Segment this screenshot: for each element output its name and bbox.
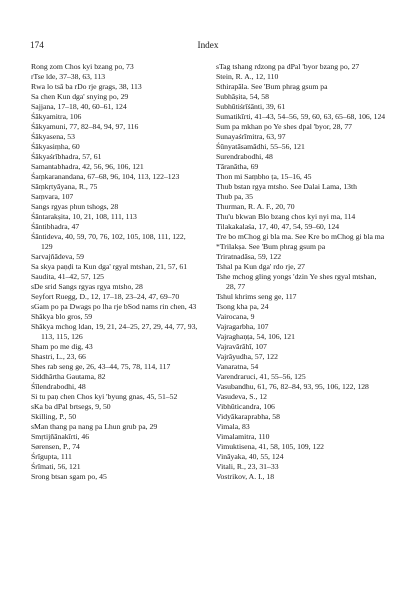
index-entry: Tilakakalaśa, 17, 40, 47, 54, 59–60, 124	[216, 222, 340, 231]
index-entry: rTse lde, 37–38, 63, 113	[31, 72, 106, 81]
index-entry: Vimuktisena, 41, 58, 105, 109, 122	[216, 442, 325, 451]
index-entry: Vostrikov, A. I., 18	[216, 472, 275, 481]
index-entry: Śūnyatāsamādhi, 55–56, 121	[216, 142, 305, 151]
index-entry: Vajragarbha, 107	[216, 322, 269, 331]
index-entry: Shes rab seng ge, 26, 43–44, 75, 78, 114, 117	[31, 362, 171, 371]
index-entry: Stein, R. A., 12, 110	[216, 72, 279, 81]
index-entry: Tre bo mChog gi bla ma. See Kre bo mChog gi bla ma	[216, 232, 385, 241]
index-entry: Sunayaśrīmitra, 63, 97	[216, 132, 286, 141]
index-entry: Sangs rgyas phun tshogs, 28	[31, 202, 119, 211]
index-entry: Rong zom Chos kyi bzang po, 73	[31, 62, 134, 71]
index-entry: Srong btsan sgam po, 45	[31, 472, 107, 481]
index-entry: Śākyaśrībhadra, 57, 61	[31, 152, 102, 161]
index-entry: Śāntideva, 40, 59, 70, 76, 102, 105, 108, 111, 122, 129	[31, 232, 186, 251]
index-entry: Śīlendrabodhi, 48	[31, 382, 86, 391]
index-entry: Siddhārtha Gautama, 82	[31, 372, 106, 381]
index-entry: Vajravārāhī, 107	[216, 342, 267, 351]
index-entry: Vasudeva, S., 12	[216, 392, 268, 401]
index-entry: Vanaratna, 54	[216, 362, 259, 371]
index-entry: Rwa lo tsā ba rDo rje grags, 38, 113	[31, 82, 142, 91]
index-entry: Vajraghaṇṭa, 54, 106, 121	[216, 332, 295, 341]
index-entry: Thub bstan rgya mtsho. See Dalai Lama, 13th	[216, 182, 357, 191]
index-entry: sGam po pa Dwags po lha rje bSod nams rin chen, 43	[31, 302, 197, 311]
index-entry: Tshe mchog gling yongs 'dzin Ye shes rgyal mtshan, 28, 77	[216, 272, 377, 291]
index-entry: Sum pa mkhan po Ye shes dpal 'byor, 28, 77	[216, 122, 353, 131]
index-entry: Sarvajñādeva, 59	[31, 252, 84, 261]
index-entry: Vasubandhu, 61, 76, 82–84, 93, 95, 106, 122, 128	[216, 382, 369, 391]
index-entry: Vimalamitra, 110	[216, 432, 270, 441]
index-entry: Thon mi Saṃbho ṭa, 15–16, 45	[216, 172, 312, 181]
index-entry: Tsong kha pa, 24	[216, 302, 269, 311]
index-entry: Subhūtiśrīśānti, 39, 61	[216, 102, 286, 111]
index-entry: Subhāṣita, 54, 58	[216, 92, 269, 101]
index-entry: Vidyākaraprabha, 58	[216, 412, 280, 421]
index-entry: Sāṃkṛtyāyana, R., 75	[31, 182, 98, 191]
index-entry: Śrīmati, 56, 121	[31, 462, 81, 471]
index-entry: Sajjana, 17–18, 40, 60–61, 124	[31, 102, 127, 111]
index-entry: Surendrabodhi, 48	[216, 152, 273, 161]
index-entry: Śaṃkaranandana, 67–68, 96, 104, 113, 122–123	[31, 172, 180, 181]
page-header	[30, 40, 386, 54]
index-entry: Vitali, R., 23, 31–33	[216, 462, 279, 471]
index-entry: Varendraruci, 41, 55–56, 125	[216, 372, 306, 381]
index-entry: Śākyamitra, 106	[31, 112, 82, 121]
index-entry: Shākya blo gros, 59	[31, 312, 93, 321]
index-entry: Śākyasena, 53	[31, 132, 75, 141]
index-entry: Sham po me dig, 43	[31, 342, 93, 351]
index-entry: Sa chen Kun dga' snying po, 29	[31, 92, 129, 101]
index-entry: Smṛtijñānakīrti, 46	[31, 432, 90, 441]
index-entry: Vibhūticandra, 106	[216, 402, 275, 411]
index-column-right	[216, 62, 386, 482]
index-entry: sMan thang pa nang pa Lhun grub pa, 29	[31, 422, 158, 431]
index-entry: Triratnadāsa, 59, 122	[216, 252, 282, 261]
index-entry: Tshul khrims seng ge, 117	[216, 292, 297, 301]
index-entry: Si tu paṇ chen Chos kyi 'byung gnas, 45, 51–52	[31, 392, 178, 401]
index-entry: Sumatikīrti, 41–43, 54–56, 59, 60, 63, 65–68, 106, 124	[216, 112, 386, 121]
index-entry: Śākyasiṃha, 60	[31, 142, 80, 151]
index-entry: Śrīgupta, 111	[31, 452, 72, 461]
index-entry: Vināyaka, 40, 55, 124	[216, 452, 284, 461]
index-entry: Tāranātha, 69	[216, 162, 259, 171]
index-entry: Tshal pa Kun dga' rdo rje, 27	[216, 262, 306, 271]
index-entry: Vairocana, 9	[216, 312, 255, 321]
index-entry: Sa skya paṇḍi ta Kun dga' rgyal mtshan, 21, 57, 61	[31, 262, 188, 271]
index-entry: Thurman, R. A. F., 20, 70	[216, 202, 295, 211]
index-entry: *Trilakṣa. See 'Bum phrag gsum pa	[216, 242, 326, 251]
index-entry: Shastri, L., 23, 66	[31, 352, 86, 361]
index-entry: sTag tshang rdzong pa dPal 'byor bzang po, 27	[216, 62, 360, 71]
index-entry: Sthirapāla. See 'Bum phrag gsum pa	[216, 82, 328, 91]
page-number: 174	[30, 40, 44, 50]
index-entry: sKa ba dPal brtsegs, 9, 50	[31, 402, 111, 411]
index-entry: Śākyamuni, 77, 82–84, 94, 97, 116	[31, 122, 139, 131]
running-head: Index	[197, 40, 219, 50]
index-column-left	[31, 62, 199, 482]
index-entry: Sørensen, P., 74	[31, 442, 80, 451]
index-entry: Vajrāyudha, 57, 122	[216, 352, 278, 361]
index-entry: Śāntarakṣita, 10, 21, 108, 111, 113	[31, 212, 137, 221]
index-entry: Saṃvara, 107	[31, 192, 74, 201]
index-entry: Samantabhadra, 42, 56, 96, 106, 121	[31, 162, 144, 171]
index-entry: Vimala, 83	[216, 422, 250, 431]
index-entry: Thu'u bkwan Blo bzang chos kyi nyi ma, 114	[216, 212, 356, 221]
index-entry: Śāntibhadra, 47	[31, 222, 80, 231]
index-entry: Skilling, P., 50	[31, 412, 77, 421]
index-entry: Thub pa, 35	[216, 192, 253, 201]
index-entry: Seyfort Ruegg, D., 12, 17–18, 23–24, 47, 69–70	[31, 292, 180, 301]
index-entry: Saudita, 41–42, 57, 125	[31, 272, 105, 281]
index-entry: Shākya mchog ldan, 19, 21, 24–25, 27, 29, 44, 77, 93, 113, 115, 126	[31, 322, 198, 341]
index-entry: sDe srid Sangs rgyas rgya mtsho, 28	[31, 282, 143, 291]
